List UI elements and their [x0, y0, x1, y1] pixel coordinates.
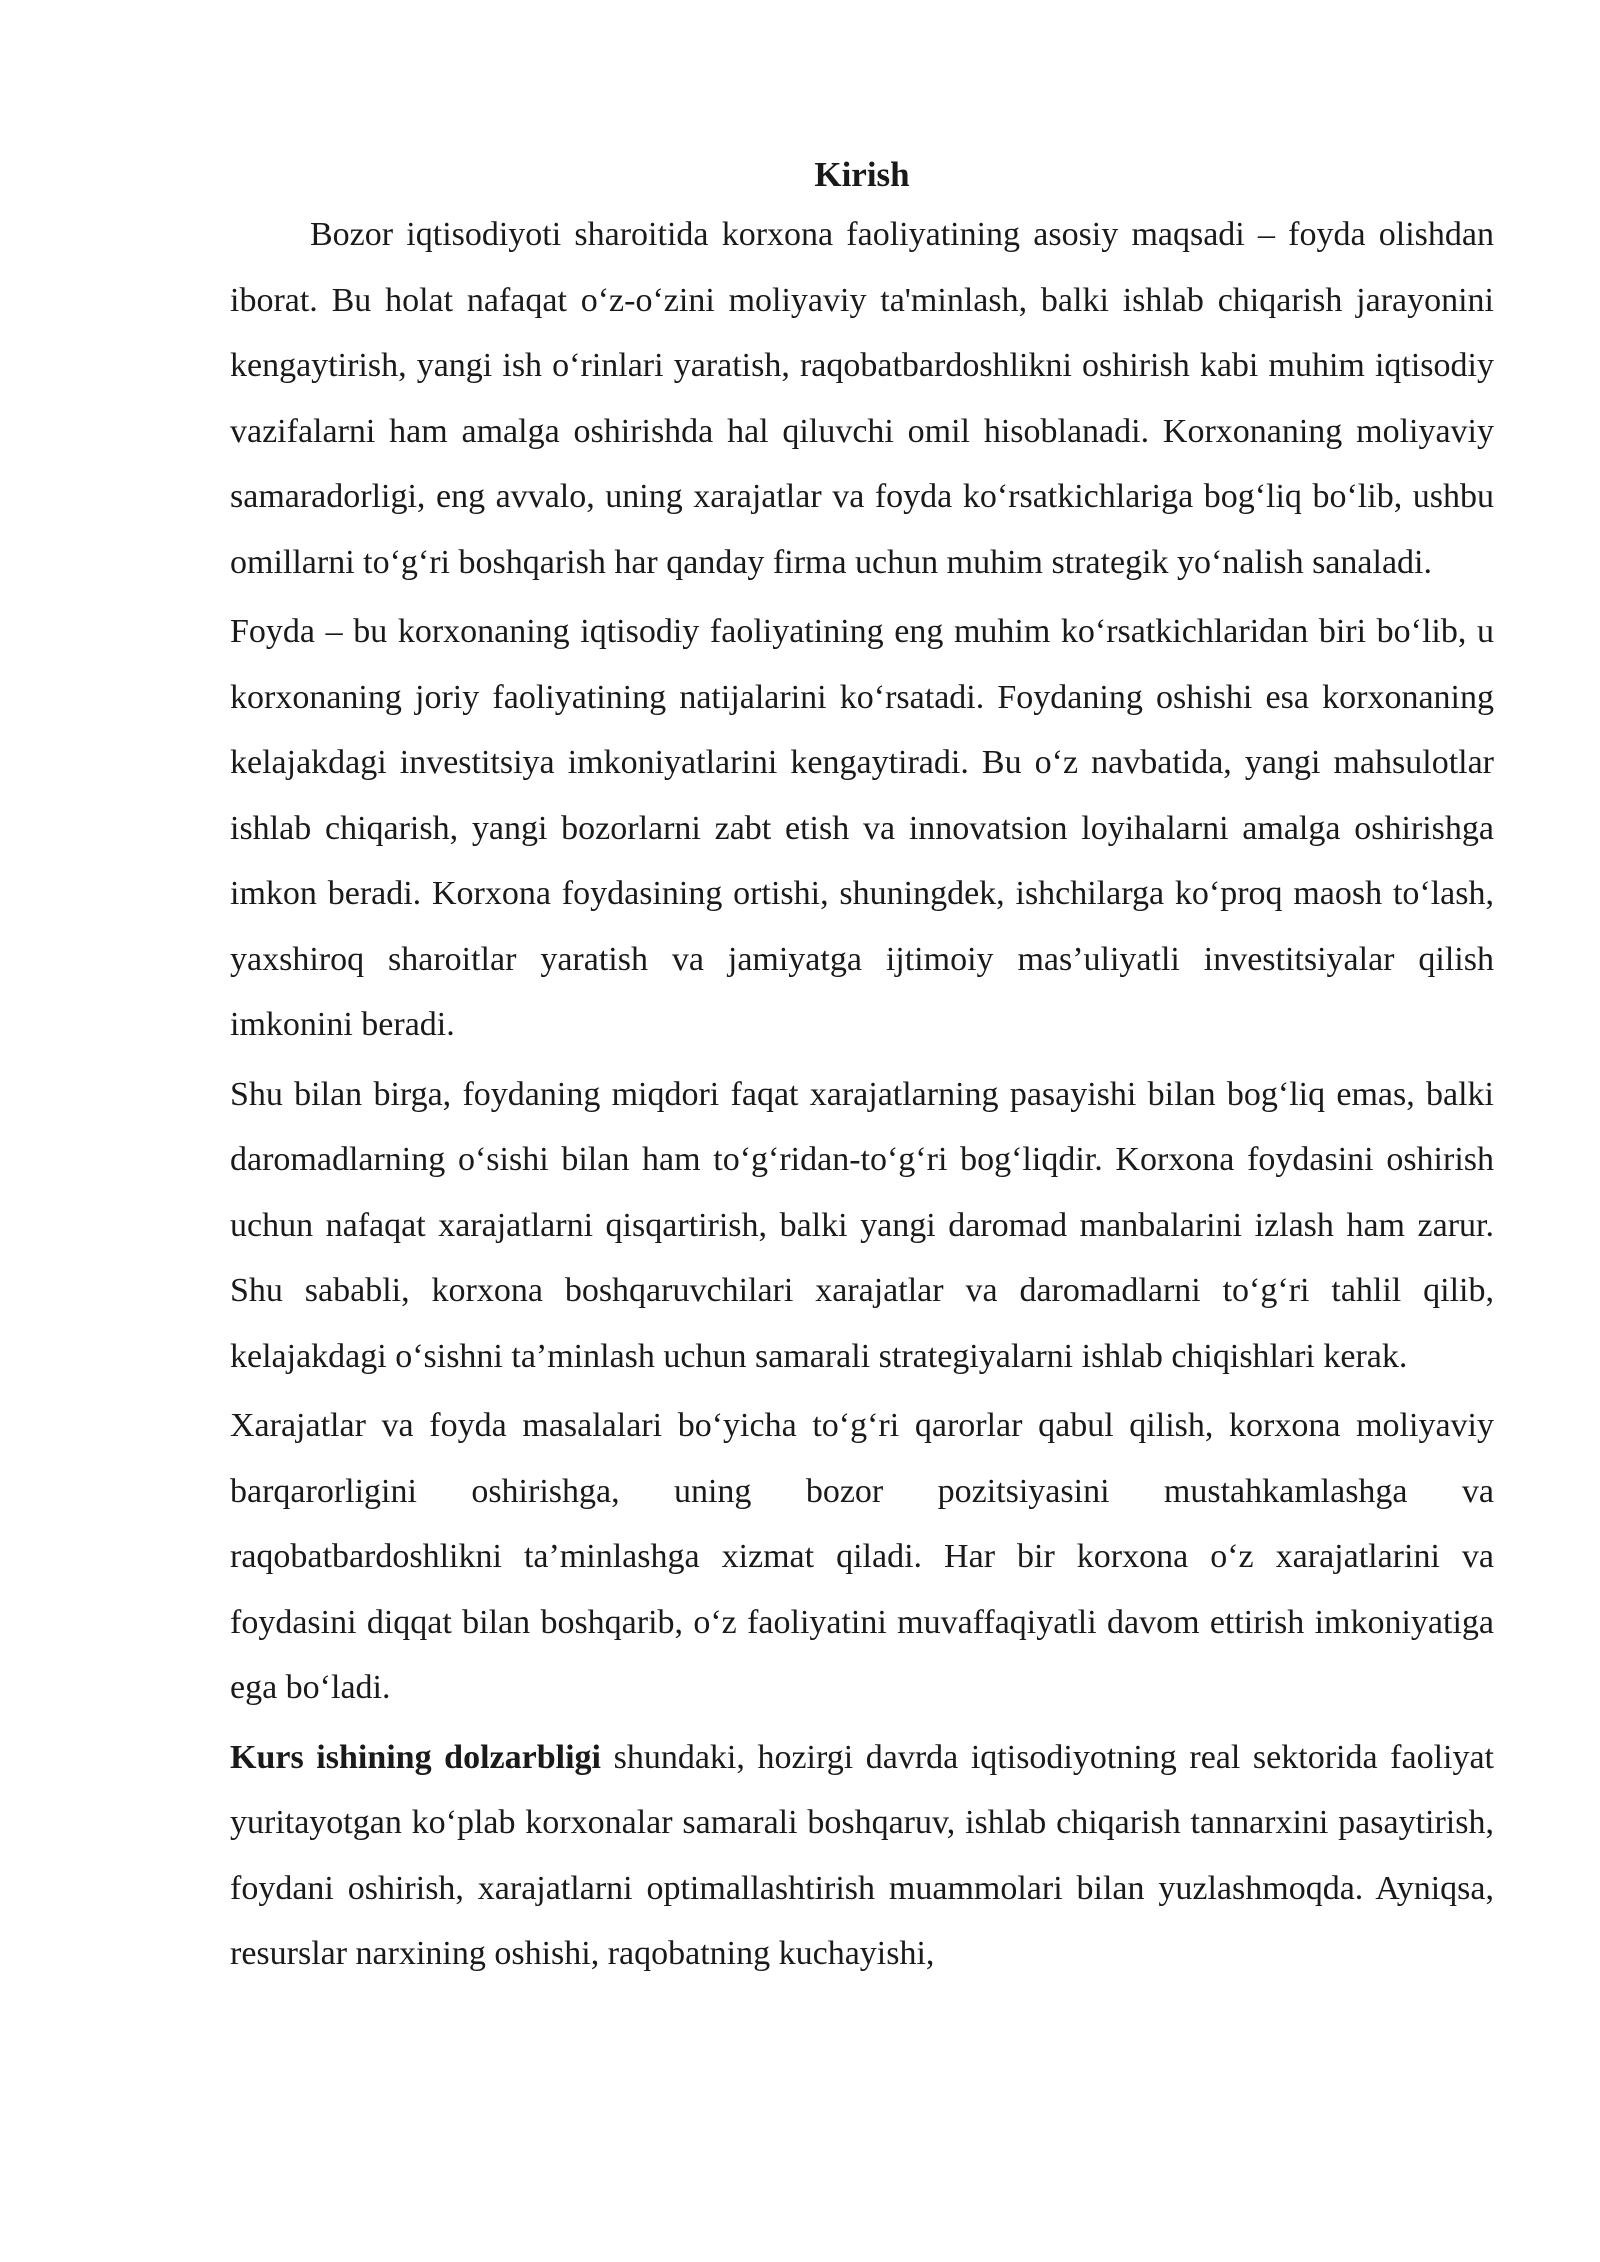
- paragraph-income: Shu bilan birga, foydaning miqdori faqat xarajatlarning pasayishi bilan bog‘liq emas, balki daromadlarning o‘sishi bilan ham to‘g‘ridan-to‘g‘ri bog‘liqdir. Korxona foydasini oshirish uchun nafaqat xarajatlarni qisqartirish, balki yangi daromad manbalarini izlash ham zarur. Shu sababli, korxona boshqaruvchilari xarajatlar va daromadlarni to‘g‘ri tahlil qilib, kelajakdagi o‘sishni ta’minlash uchun samarali strategiyalarni ishlab chiqishlari kerak.: [230, 1075, 1494, 1375]
- paragraph-relevance: [230, 1725, 1494, 1987]
- page-title: Kirish: [814, 155, 910, 194]
- paragraph-decisions: Xarajatlar va foyda masalalari bo‘yicha to‘g‘ri qarorlar qabul qilish, korxona moliyaviy barqarorligini oshirishga, uning bozor pozitsiyasini mustahkamlashga va raqobatbardoshlikni ta’minlashga xizmat qiladi. Har bir korxona o‘z xarajatlarini va foydasini diqqat bilan boshqarib, o‘z faoliyatini muvaffaqiyatli davom ettirish imkoniyatiga ega bo‘ladi.: [230, 1407, 1494, 1706]
- relevance-text: shundaki, hozirgi davrda iqtisodiyotning real sektorida faoliyat yuritayotgan ko‘plab korxonalar samarali boshqaruv, ishlab chiqarish tannarxini pasaytirish, foydani oshirish, xarajatlarni optimallashtirish muammolari bilan yuzlashmoqda. Ayniqsa, resurslar narxining oshishi, raqobatning kuchayishi,: [230, 1738, 1495, 1972]
- relevance-lead: Kurs ishining dolzarbligi: [230, 1738, 601, 1776]
- paragraph-intro: Bozor iqtisodiyoti sharoitida korxona faoliyatining asosiy maqsadi – foyda olishdan iborat. Bu holat nafaqat o‘z-o‘zini moliyaviy ta'minlash, balki ishlab chiqarish jarayonini kengaytirish, yangi ish o‘rinlari yaratish, raqobatbardoshlikni oshirish kabi muhim iqtisodiy vazifalarni ham amalga oshirishda hal qiluvchi omil hisoblanadi. Korxonaning moliyaviy samaradorligi, eng avvalo, uning xarajatlar va foyda ko‘rsatkichlariga bog‘liq bo‘lib, ushbu omillarni to‘g‘ri boshqarish har qanday firma uchun muhim strategik yo‘nalish sanaladi.: [230, 216, 1494, 581]
- document-page: [230, 150, 1494, 1991]
- paragraph-profit: Foyda – bu korxonaning iqtisodiy faoliyatining eng muhim ko‘rsatkichlaridan biri bo‘lib, u korxonaning joriy faoliyatining natijalarini ko‘rsatadi. Foydaning oshishi esa korxonaning kelajakdagi investitsiya imkoniyatlarini kengaytiradi. Bu o‘z navbatida, yangi mahsulotlar ishlab chiqarish, yangi bozorlarni zabt etish va innovatsion loyihalarni amalga oshirishga imkon beradi. Korxona foydasining ortishi, shuningdek, ishchilarga ko‘proq maosh to‘lash, yaxshiroq sharoitlar yaratish va jamiyatga ijtimoiy mas’uliyatli investitsiyalar qilish imkonini beradi.: [230, 613, 1494, 1043]
